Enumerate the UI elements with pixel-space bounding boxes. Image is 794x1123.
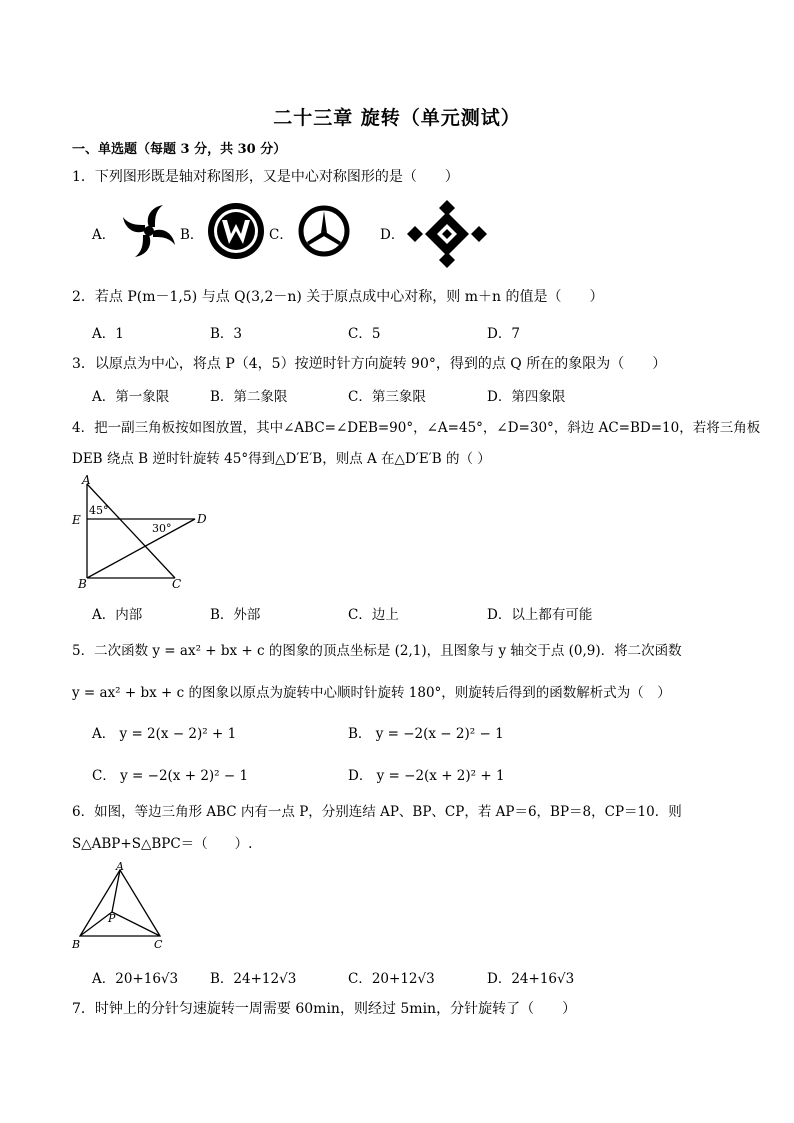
q6-option-b: B．24+12√3 bbox=[210, 971, 297, 987]
q4-label-c: C bbox=[172, 577, 182, 591]
question-3-text: 3．以原点为中心，将点 P（4，5）按逆时针方向旋转 90°，得到的点 Q 所在的象限为（ ） bbox=[72, 356, 667, 372]
q1-option-b: B． bbox=[180, 227, 204, 243]
q2-option-a: A．1 bbox=[92, 326, 124, 342]
q2-option-d: D．7 bbox=[487, 326, 520, 342]
question-6-line-2: S△ABP+S△BPC＝（ ）. bbox=[72, 836, 253, 852]
q6-label-c: C bbox=[154, 938, 163, 951]
q3-option-a: A．第一象限 bbox=[92, 389, 170, 405]
question-4-line-2: DEB 绕点 B 逆时针旋转 45°得到△D′E′B，则点 A 在△D′E′B 的（ ） bbox=[72, 451, 491, 467]
page-title: 二十三章 旋转（单元测试） bbox=[273, 107, 521, 129]
q4-angle-45: 45° bbox=[89, 504, 109, 517]
q6-label-p: P bbox=[108, 912, 116, 925]
q6-option-d: D．24+16√3 bbox=[487, 971, 575, 987]
q4-option-a: A．内部 bbox=[92, 607, 143, 623]
q2-option-c: C．5 bbox=[348, 326, 381, 342]
q5-option-c: C． y = −2(x + 2)² − 1 bbox=[92, 768, 249, 784]
q5-option-a: A． y = 2(x − 2)² + 1 bbox=[92, 726, 237, 742]
q3-option-b: B．第二象限 bbox=[210, 389, 288, 405]
vw-logo-icon bbox=[205, 202, 267, 260]
q5-option-b: B． y = −2(x − 2)² − 1 bbox=[348, 726, 504, 742]
question-4-line-1: 4．把一副三角板按如图放置，其中∠ABC=∠DEB=90°，∠A=45°，∠D=30°，斜边 AC=BD=10，若将三角板 bbox=[72, 420, 761, 436]
q4-label-e: E bbox=[72, 513, 81, 527]
diamond-lattice-icon bbox=[405, 198, 489, 270]
q4-option-c: C．边上 bbox=[348, 607, 399, 623]
q4-label-a: A bbox=[82, 473, 91, 487]
question-7-text: 7．时钟上的分针匀速旋转一周需要 60min，则经过 5min，分针旋转了（ ） bbox=[72, 1001, 577, 1017]
q1-option-c: C． bbox=[269, 227, 293, 243]
question-1-text: 1．下列图形既是轴对称图形，又是中心对称图形的是（ ） bbox=[72, 169, 459, 185]
question-5-line-2: y = ax² + bx + c 的图象以原点为旋转中心顺时针旋转 180°，则旋转后得到的函数解析式为（ ） bbox=[72, 685, 671, 701]
question-5-line-1: 5．二次函数 y = ax² + bx + c 的图象的顶点坐标是 (2,1)，且图象与 y 轴交于点 (0,9)．将二次函数 bbox=[72, 643, 682, 659]
q3-option-d: D．第四象限 bbox=[487, 389, 566, 405]
q6-label-b: B bbox=[72, 938, 81, 951]
q4-option-d: D．以上都有可能 bbox=[487, 607, 593, 623]
q1-option-d: D． bbox=[380, 227, 405, 243]
pinwheel-icon bbox=[118, 203, 180, 259]
q1-option-a: A． bbox=[92, 227, 116, 243]
section-heading: 一、单选题（每题 3 分，共 30 分） bbox=[72, 142, 287, 157]
q6-option-c: C．20+12√3 bbox=[348, 971, 435, 987]
q6-label-a: A bbox=[116, 860, 124, 873]
q4-angle-30: 30° bbox=[152, 522, 172, 535]
q4-label-b: B bbox=[78, 577, 87, 591]
q4-label-d: D bbox=[197, 512, 207, 526]
q6-triangle-figure bbox=[68, 858, 172, 954]
q4-triangle-figure bbox=[70, 474, 210, 592]
mercedes-logo-icon bbox=[297, 206, 351, 256]
q4-option-b: B．外部 bbox=[210, 607, 261, 623]
question-2-text: 2．若点 P(m－1,5) 与点 Q(3,2－n) 关于原点成中心对称，则 m＋n 的值是（ ） bbox=[72, 289, 604, 305]
q2-option-b: B．3 bbox=[210, 326, 243, 342]
q3-option-c: C．第三象限 bbox=[348, 389, 426, 405]
q5-option-d: D． y = −2(x + 2)² + 1 bbox=[348, 768, 505, 784]
question-6-line-1: 6．如图，等边三角形 ABC 内有一点 P，分别连结 AP、BP、CP，若 AP＝6，BP＝8，CP＝10．则 bbox=[72, 804, 682, 820]
q6-option-a: A．20+16√3 bbox=[92, 971, 179, 987]
